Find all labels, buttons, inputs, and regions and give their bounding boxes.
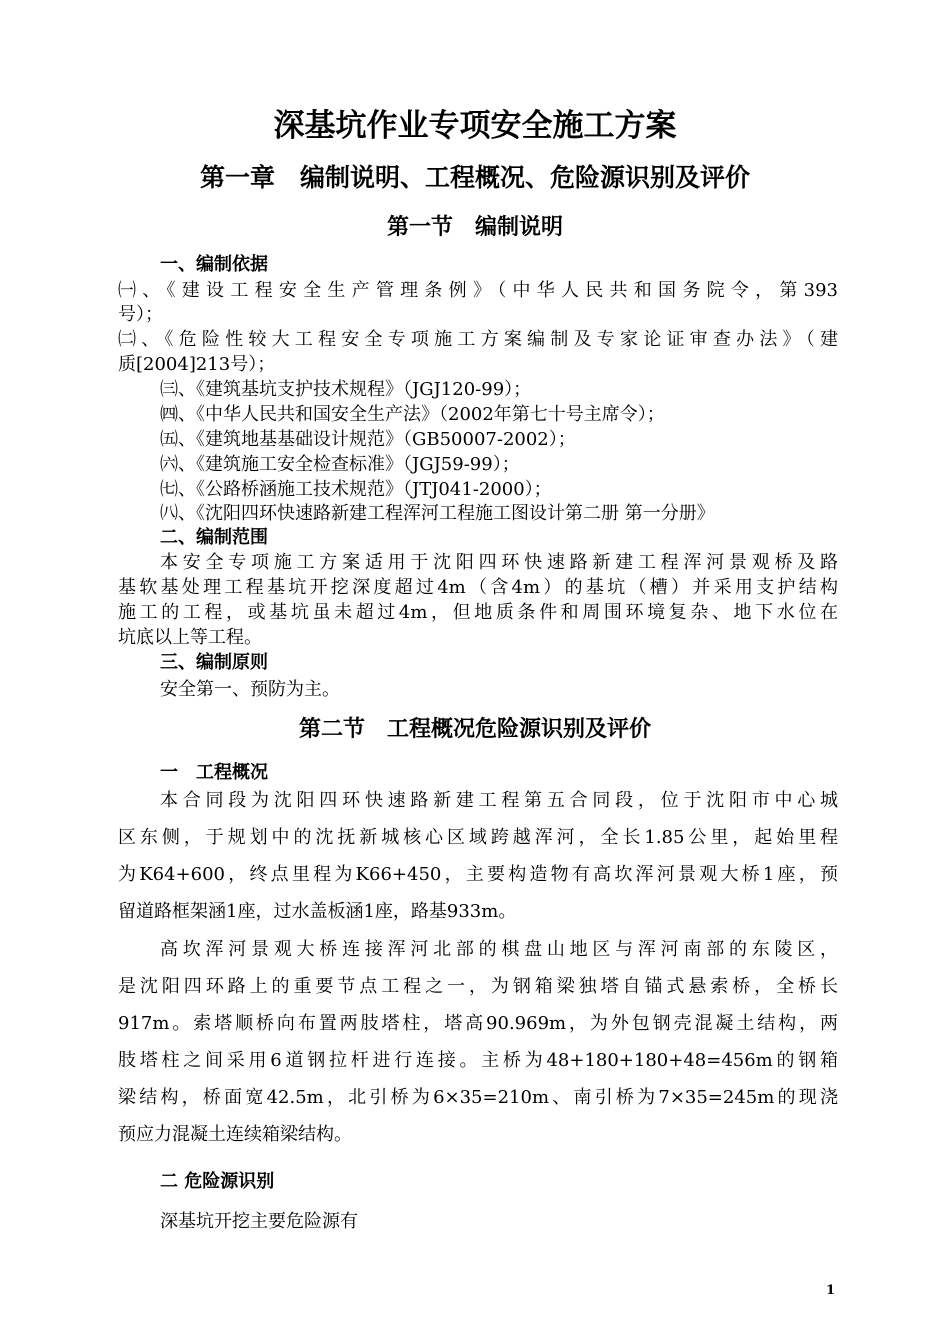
basis-line: 质[2004]213号）； <box>118 354 276 375</box>
overview-line: 区东侧，于规划中的沈抚新城核心区域跨越浑河，全长1.85公里，起始里程 <box>118 827 838 848</box>
scope-line: 坑底以上等工程。 <box>118 627 262 648</box>
heading-basis: 一、编制依据 <box>160 254 268 275</box>
basis-line: ㈡、《危险性较大工程安全专项施工方案编制及专家论证审查办法》（建 <box>118 329 838 350</box>
basis-line: 号）； <box>118 304 163 325</box>
heading-overview: 一 工程概况 <box>160 762 268 783</box>
basis-line: ㈢、《建筑基坑支护技术规程》（JGJ120-99）； <box>160 379 532 400</box>
principle-text: 安全第一、预防为主。 <box>160 679 340 700</box>
heading-principle: 三、编制原则 <box>160 652 268 673</box>
basis-line: ㈧、《沈阳四环快速路新建工程浑河工程施工图设计第二册 第一分册》 <box>160 503 715 524</box>
overview-line: 本合同段为沈阳四环快速路新建工程第五合同段，位于沈阳市中心城 <box>160 790 838 811</box>
heading-scope: 二、编制范围 <box>160 527 268 548</box>
bridge-line: 917m。索塔顺桥向布置两肢塔柱，塔高90.969m，为外包钢壳混凝土结构，两 <box>118 1013 838 1034</box>
chapter-title: 第一章 编制说明、工程概况、危险源识别及评价 <box>199 163 750 192</box>
basis-line: ㈠、《建设工程安全生产管理条例》（中华人民共和国务院令，第393 <box>118 280 838 301</box>
bridge-line: 是沈阳四环路上的重要节点工程之一，为钢箱梁独塔自锚式悬索桥，全桥长 <box>118 976 838 997</box>
bridge-line: 肢塔柱之间采用6道钢拉杆进行连接。主桥为48+180+180+48=456m的钢箱 <box>118 1050 838 1071</box>
hazard-intro: 深基坑开挖主要危险源有 <box>160 1211 358 1232</box>
basis-line: ㈣、《中华人民共和国安全生产法》（2002年第七十号主席令）； <box>160 404 665 425</box>
scope-line: 本安全专项施工方案适用于沈阳四环快速路新建工程浑河景观桥及路 <box>160 552 838 573</box>
bridge-line: 预应力混凝土连续箱梁结构。 <box>118 1124 352 1145</box>
heading-hazard: 二 危险源识别 <box>160 1171 275 1192</box>
page-number: 1 <box>825 1283 835 1298</box>
bridge-line: 梁结构，桥面宽42.5m，北引桥为6×35=210m、南引桥为7×35=245m的现浇 <box>118 1087 838 1108</box>
section-2-title: 第二节 工程概况危险源识别及评价 <box>298 717 651 742</box>
basis-line: ㈦、《公路桥涵施工技术规范》（JTJ041-2000）； <box>160 479 552 500</box>
scope-line: 施工的工程，或基坑虽未超过4m，但地质条件和周围环境复杂、地下水位在 <box>118 602 838 623</box>
document-title: 深基坑作业专项安全施工方案 <box>273 108 677 144</box>
basis-line: ㈤、《建筑地基基础设计规范》（GB50007-2002）； <box>160 429 576 450</box>
scope-line: 基软基处理工程基坑开挖深度超过4m（含4m）的基坑（槽）并采用支护结构 <box>118 577 838 598</box>
overview-line: 为K64+600，终点里程为K66+450，主要构造物有高坎浑河景观大桥1座，预 <box>118 864 838 885</box>
overview-line: 留道路框架涵1座，过水盖板涵1座，路基933m。 <box>118 901 517 922</box>
section-1-title: 第一节 编制说明 <box>386 215 563 240</box>
basis-line: ㈥、《建筑施工安全检查标准》（JGJ59-99）； <box>160 454 520 475</box>
bridge-line: 高坎浑河景观大桥连接浑河北部的棋盘山地区与浑河南部的东陵区， <box>160 939 838 960</box>
